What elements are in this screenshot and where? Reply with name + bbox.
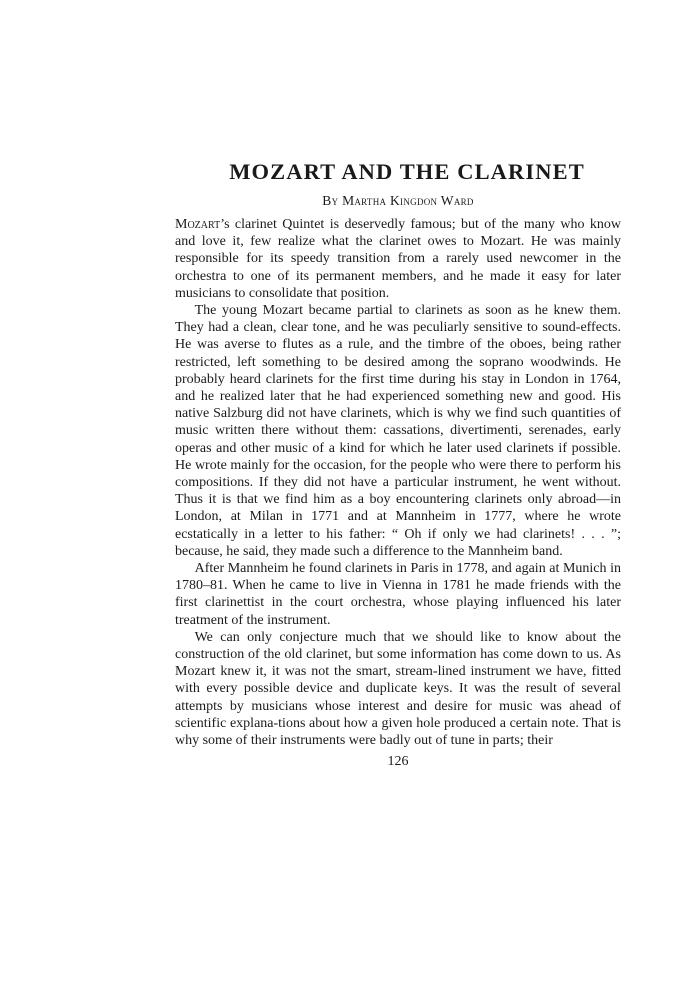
paragraph: After Mannheim he found clarinets in Paris in 1778, and again at Munich in 1780–81. When he came to live in Vienna in 1781 he made friends with the first clarinettist in the court orchestra, whose playing influenced his later treatment of the instrument.	[175, 561, 621, 628]
article-page	[175, 158, 621, 771]
paragraph: We can only conjecture much that we should like to know about the construction of the old clarinet, but some information has come down to us. As Mozart knew it, it was not the smart, stream-lined instrument we have, fitted with every possible device and duplicate keys. It was the result of several attempts by musicians whose interest and desire for music was ahead of scientific explana-tions about how a given hole produced a certain note. That is why some of their instruments were badly out of tune in parts; their	[175, 629, 621, 749]
article-title: MOZART AND THE CLARINET	[229, 159, 585, 184]
article-body	[175, 216, 621, 749]
paragraph-text: ’s clarinet Quintet is deservedly famous; but of the many who know and love it, few realize what the clarinet owes to Mozart. He was mainly responsible for its speedy transition from a rarely used newcomer in the orchestra to one of its permanent members, and he made it easy for later musicians to consolidate that position.	[175, 217, 621, 301]
byline-author: Martha Kingdon Ward	[342, 193, 474, 208]
page-number: 126	[387, 754, 409, 770]
article-byline	[175, 192, 621, 210]
paragraph: The young Mozart became partial to clarinets as soon as he knew them. They had a clean, clear tone, and he was peculiarly sensitive to sound-effects. He was averse to flutes as a rule, and the timbre of the oboes, being rather restricted, left something to be desired among the soprano woodwinds. He probably heard clarinets for the first time during his stay in London in 1764, and he realized later that he had experienced something new and good. His native Salzburg did not have clarinets, which is why we find such quantities of music written there without them: cassations, divertimenti, serenades, early operas and other music of a kind for which he later used clarinets if possible. He wrote mainly for the occasion, for the people who were there to perform his compositions. If they did not have a particular instrument, he went without. Thus it is that we find him as a boy encountering clarinets only abroad—in London, at Milan in 1771 and at Mannheim in 1777, where he wrote ecstatically in a letter to his father: “ Oh if only we had clarinets! . . . ”; because, he said, they made such a difference to the Mannheim band.	[175, 303, 621, 559]
opening-word: Mozart	[175, 217, 221, 232]
byline-by: By	[322, 193, 339, 208]
paragraph	[175, 216, 621, 302]
